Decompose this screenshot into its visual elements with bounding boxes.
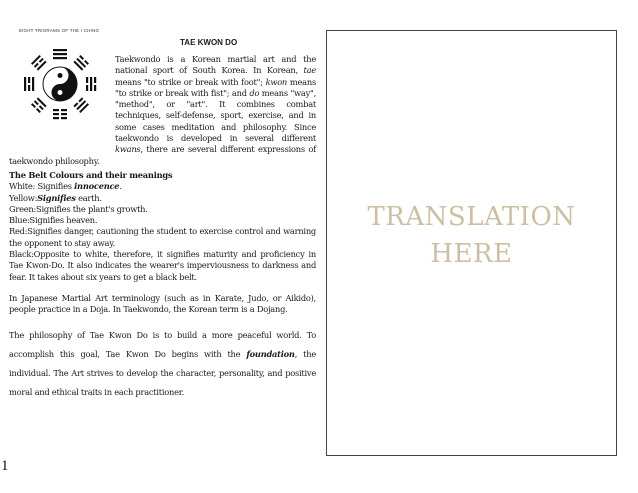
philosophy-paragraph: The philosophy of Tae Kwon Do is to build a more peaceful world. To accomplish this goal, Tae Kwon Do begins with the foundation, the individual. The Art strives to develop the character, personality, and positive moral and ethical traits in each practitioner.	[9, 330, 316, 397]
page-number: 1	[1, 458, 9, 474]
dojang-paragraph: In Japanese Martial Art terminology (such as in Karate, Judo, or Aikido), people practice in a Doja. In Taekwondo, the Korean term is a Dojang.	[9, 293, 316, 315]
yin-yang-icon	[12, 28, 106, 124]
intro-paragraph: Taekwondo is a Korean martial art and the national sport of South Korea. In Korean, tae means "to strike or break with foot"; kwon means "to strike or break with fist"; and do means "way", "method", or "art". It combines combat techniques, self-defense, sport, exercise, and in some cases meditation and philosophy. Since taekwondo is developed in several different kwans, there are several different expressions of taekwondo philosophy.	[9, 54, 316, 166]
belt-green: Green:Signifies the plant's growth.	[9, 203, 148, 214]
page-title: TAE KWON DO	[180, 38, 238, 47]
belt-white: White: Signifies innocence.	[9, 181, 122, 192]
trigram-emblem	[12, 28, 106, 124]
belt-meanings	[9, 170, 316, 283]
translation-placeholder-box	[326, 30, 617, 456]
belt-heading: The Belt Colours and their meanings	[9, 170, 173, 180]
belt-blue: Blue:Signifies heaven.	[9, 215, 98, 226]
belt-yellow: Yellow:Signifies earth.	[9, 192, 102, 203]
translation-placeholder: TRANSLATION HERE	[367, 202, 576, 269]
emblem-caption: EIGHT TRIGRAMS OF THE I CHING	[18, 28, 100, 33]
belt-black: Black:Opposite to white, therefore, it signifies maturity and proficiency in Tae Kwon-Do. It also indicates the wearer's imperviousness to darkness and fear. It takes about six years to get a black belt.	[9, 249, 316, 282]
belt-red: Red:Signifies danger, cautioning the student to exercise control and warning the opponent to stay away.	[9, 226, 316, 248]
